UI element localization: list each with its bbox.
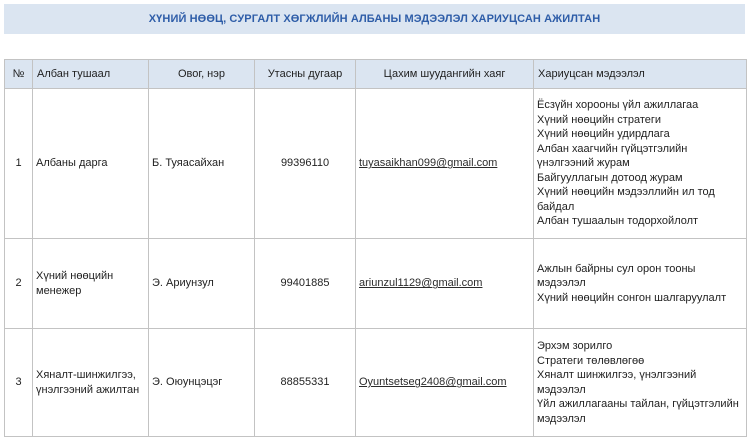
responsibility-line: Хүний нөөцийн сонгон шалгаруулалт: [537, 291, 727, 304]
row-position: Хүний нөөцийн менежер: [33, 239, 149, 329]
email-link[interactable]: tuyasaikhan099@gmail.com: [359, 157, 498, 170]
row-position: Албаны дарга: [33, 89, 149, 239]
responsibility-line: Стратеги төлөвлөгөө: [537, 354, 645, 367]
responsibility-line: байдал: [537, 200, 575, 213]
row-email-cell: [356, 239, 534, 329]
row-email-cell: [356, 89, 534, 239]
row-number: 3: [5, 329, 33, 437]
row-name: Б. Туяасайхан: [149, 89, 255, 239]
responsibility-line: Хүний нөөцийн удирдлага: [537, 128, 670, 141]
table-header-row: [5, 60, 747, 89]
header-name: Овог, нэр: [149, 60, 255, 89]
responsibility-line: Эрхэм зорилго: [537, 340, 613, 352]
row-position: Хяналт-шинжилгээ, үнэлгээний ажилтан: [33, 329, 149, 437]
row-name: Э. Оюунцэцэг: [149, 329, 255, 437]
row-number: 1: [5, 89, 33, 239]
responsibility-line: Албан тушаалын тодорхойлолт: [537, 215, 699, 228]
row-phone: 88855331: [255, 329, 356, 437]
header-phone: Утасны дугаар: [255, 60, 356, 89]
page-title: ХҮНИЙ НӨӨЦ, СУРГАЛТ ХӨГЖЛИЙН АЛБАНЫ МЭДЭЭЛЭЛ ХАРИУЦСАН АЖИЛТАН: [148, 13, 601, 25]
responsibility-line: Хүний нөөцийн мэдээллийн ил тод: [537, 186, 715, 199]
table-row: [5, 239, 747, 329]
header-position: Албан тушаал: [33, 60, 149, 89]
responsibility-line: Хүний нөөцийн стратеги: [537, 113, 662, 126]
responsibility-line: Ёсзүйн хорооны үйл ажиллагаа: [537, 99, 699, 112]
row-responsibility: [534, 329, 747, 437]
row-number: 2: [5, 239, 33, 329]
responsibility-line: үнэлгээний журам: [537, 157, 630, 170]
responsibility-line: Албан хаагчийн гүйцэтгэлийн: [537, 142, 688, 155]
row-phone: 99401885: [255, 239, 356, 329]
row-email-cell: [356, 329, 534, 437]
responsibility-line: Ажлын байрны сул орон тооны: [537, 262, 696, 275]
table-row: [5, 329, 747, 437]
table-row: [5, 89, 747, 239]
header-responsibility: Хариуцсан мэдээлэл: [534, 60, 747, 89]
responsibility-line: мэдээлэл: [537, 277, 586, 290]
staff-table: [4, 59, 747, 437]
page-title-banner: [4, 4, 745, 34]
row-phone: 99396110: [255, 89, 356, 239]
responsibility-line: Үйл ажиллагааны тайлан, гүйцэтгэлийн: [537, 398, 739, 410]
responsibility-line: мэдээлэл: [537, 412, 586, 425]
responsibility-line: мэдээлэл: [537, 383, 586, 396]
email-link[interactable]: ariunzul1129@gmail.com: [359, 277, 483, 290]
header-email: Цахим шуудангийн хаяг: [356, 60, 534, 89]
responsibility-line: Хяналт шинжилгээ, үнэлгээний: [537, 369, 697, 381]
row-name: Э. Ариунзул: [149, 239, 255, 329]
email-link[interactable]: Oyuntsetseg2408@gmail.com: [359, 376, 507, 389]
row-responsibility: [534, 89, 747, 239]
row-responsibility: [534, 239, 747, 329]
header-number: №: [5, 60, 33, 89]
responsibility-line: Байгууллагын дотоод журам: [537, 171, 683, 184]
